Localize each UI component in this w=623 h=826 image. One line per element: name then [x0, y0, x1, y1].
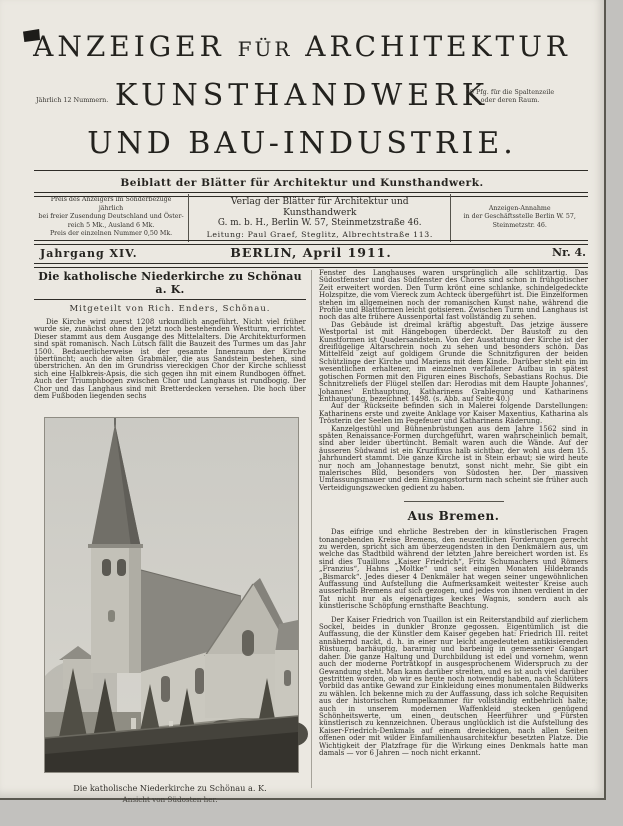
- journal-subtitle: Beiblatt der Blätter für Architektur und Kunsthandwerk.: [120, 177, 484, 189]
- title-word-anzeiger: ANZEIGER: [33, 30, 225, 63]
- bremen-headline: Aus Bremen.: [407, 509, 500, 524]
- tower-cornice: [88, 544, 143, 548]
- double-rule-bottom: [34, 263, 588, 268]
- ad-office-line: Steinmetzstr. 46.: [492, 221, 547, 229]
- publisher-line: Verlag der Blätter für Architektur und Kunsthandwerk: [230, 195, 409, 218]
- belfry-window: [102, 559, 111, 576]
- figure-caption-subtitle: Ansicht von Südosten her.: [122, 795, 218, 805]
- ad-price-note-line1: 50 Pfg. für die Spaltenzeile: [465, 88, 555, 96]
- nave-window: [161, 676, 170, 702]
- article-paragraph: Auf der Rückseite befinden sich in Malerei folgende Darstellungen: Katharinens erste und zweite Anklage vor Kaiser Maxentius, Katharina als Trösterin der Seelen im Fegefeuer und Katharinens Räderung.: [319, 402, 588, 426]
- price-line: bei freier Zusendung Deutschland und Öster-: [38, 213, 184, 221]
- issue-info-row: [34, 245, 588, 262]
- church-photo-figure: [44, 417, 297, 804]
- journal-title-line3: UND BAU-INDUSTRIE.: [87, 126, 517, 161]
- price-line: Preis des Anzeigers im Sonderbezuge jährlich: [50, 196, 172, 212]
- right-column: [319, 270, 588, 790]
- tower-wall-shade: [129, 548, 141, 673]
- subscription-price-box: [34, 194, 188, 240]
- figure-caption: [44, 783, 297, 804]
- article-paragraph: Der Kaiser Friedrich von Tuaillon ist ein Reiterstandbild auf zierlichem Sockel, beides in dunkler Bronze gegossen. Eigentümlich ist die Auffassung, die der Künstler dem Kaiser gegeben hat: Friedrich III. reitet annähernd nackt, d. h. in einer nur leicht angedeuteten antikisierenden Rüstung, barhäuptig, bararmig und barbeinig in gemessener Gangart daher. Die ganze Haltung und Durchbildung ist edel und vornehm, wenn auch der moderne Porträtkopf in ausgesprochenem Widerspruch zu der Gewandung steht. Man kann darüber streiten, und es ist auch viel darüber gestritten worden, ob wir es heute noch notwendig haben, nach Schlüters Vorbild das antike Gewand zur Einkleidung eines monumentalen Bildwerks zu wählen. Ich bekenne mich zu der Auffassung, dass ich solche Requisiten aus der historischen Rumpelkammer für vollständig entbehrlich halte; auch in unserem modernen Waffenkleid stecken genügend Schönheitswerte, um einen deutschen Heerführer und Fürsten künstlerisch zu kennzeichnen. Überaus unglücklich ist die Aufstellung des Kaiser-Friedrich-Denkmals auf einem dreieckigen, nach allen Seiten offenen oder mit wilder Einfamilienhausarchitektur besetzten Platze. Die Wichtigkeit der Platzfrage für die Wirkung eines Denkmals hatte man damals — vor 6 Jahren — noch nicht erkannt.: [319, 615, 588, 757]
- section-separator: [404, 501, 504, 502]
- article-headline: Die katholische Niederkirche zu Schönau a. K.: [34, 270, 306, 300]
- imprint-row: [34, 197, 588, 238]
- left-column: [34, 270, 306, 805]
- editor-line: Leitung: Paul Graef, Steglitz, Albrechtstraße 113.: [206, 229, 433, 239]
- masthead-rule: [34, 170, 588, 171]
- journal-title-line1: [0, 30, 604, 63]
- article-paragraph: Das Gebäude ist dreimal kräftig abgestuft. Das jetzige äussere Westportal ist mit Hängebogen überdeckt. Der Baustoff zu den Kunstformen ist Quadersandstein. Von der Ausstattung der Kirche ist der dreiflügelige Altarschrein noch zu sehen und besonders schön. Das Mittelfeld zeigt auf goldigem Grunde die Schnitzfiguren der beiden Schützlinge der Kirche und Mariens mit dem Kinde. Darüber steht ein im wesentlichen erhaltener, im einzelnen verfallener Aufbau in spätest gotischen Formen mit den Figuren eines Bischofs, Sebastians Rochus. Die Schnitzreliefs der Flügel stellen dar: Herodias mit dem Haupte Johannes', Johannes' Enthauptung, Katharinens Grablegung und Katharinens Enthauptung, bezeichnet 1498. (s. Abb. auf Seite 40.): [319, 320, 588, 403]
- volume-label: Jahrgang XIV.: [40, 247, 138, 260]
- annex-wall: [63, 659, 93, 689]
- issue-number-label: Nr. 4.: [552, 246, 586, 259]
- article-paragraph: Das eifrige und ehrliche Bestreben der in künstlerischen Fragen tonangebenden Kreise Bremens, den neuzeitlichen Forderungen gerecht zu werden, spricht sich am überzeugendsten in den Denkmälern aus, um welche das Stadtbild während der letzten Jahre bereichert worden ist. Es sind dies Tuaillons „Kaiser Friedrich“, Fritz Schumachers und Römers „Franzius“, Hahns „Moltke“ und seit einigen Monaten Hildebrands „Bismarck“. Jedes dieser 4 Denkmäler hat wegen seiner ungewöhnlichen Auffassung und Aufstellung die Aufmerksamkeit weitester Kreise auch ausserhalb Bremens auf sich gezogen, und jedes von ihnen verdient in der Tat nicht nur als eigenartiges keckes Wagnis, sondern auch als künstlerische Schöpfung ernsthafte Beachtung.: [319, 528, 588, 611]
- journal-title-line2: KUNSTHANDWERK: [114, 78, 490, 113]
- title-word-architektur: ARCHITEKTUR: [305, 30, 571, 63]
- column-divider: [311, 270, 312, 788]
- tower-window: [108, 610, 115, 622]
- church-photo: [44, 417, 299, 773]
- ad-office-line: Anzeigen-Annahme: [488, 204, 551, 212]
- article-paragraph: Fenster des Langhauses waren ursprünglich alle schlitzartig. Das Südostfenster und das Südfenster des Chores sind schon in frühgotischer Zeit erweitert worden. Den Turm krönt eine schlanke, schindelgedeckte Holzspitze, die vom Viereck zum Achteck übergeführt ist. Die Einzelformen stehen im allgemeinen noch der romanischen Kunst nahe, während die Profile und Blattformen leicht gotisieren. Zwischen Turm und Langhaus ist noch das alte frühere Aussenportal fast vollständig zu sehen.: [319, 269, 588, 322]
- price-line: Preis der einzelnen Nummer 0,50 Mk.: [49, 230, 173, 238]
- choir-window: [242, 630, 254, 656]
- article-paragraph: Die Kirche wird zuerst 1208 urkundlich angeführt. Nicht viel früher wurde sie, zunächst ohne den jetzt noch bestehenden Westturm, errichtet. Dieser stammt aus dem Ausgange des Mittelalters. Die Architekturformen sind spät romanisch. Nach Lutsch fällt die Bauzeit des Turmes um das Jahr 1500. Bedauerlicherweise ist der gesamte Innenraum der Kirche übertüncht; auch die alten Grabmäler, die aus Sandstein bestehen, sind überstrichen. An den im Grundriss viereckigen Chor der Kirche schliesst sich eine Halbkreis-Apsis, die sich gegen ihn mit einem Rundbogen öffnet. Auch der Triumphbogen zwischen Chor und Langhaus ist rundbogig. Der Chor und das Langhaus sind mit Bretterdecken versehen. Die hoch über dem Fußboden liegenden sechs: [34, 318, 306, 401]
- ad-office-box: [451, 203, 588, 232]
- gravestone: [131, 718, 136, 729]
- title-word-fur: FÜR: [237, 37, 293, 61]
- ad-office-line: in der Geschäftsstelle Berlin W. 57,: [463, 213, 576, 221]
- article-byline: Mitgeteilt von Rich. Enders, Schönau.: [69, 304, 271, 314]
- nave-window: [195, 668, 204, 694]
- price-line: reich 5 Mk., Ausland 6 Mk.: [67, 221, 155, 229]
- apse-window: [284, 670, 291, 686]
- place-date-label: BERLIN, April 1911.: [230, 245, 392, 260]
- article-paragraph: Kanzelgestühl und Bühnenbrüstungen aus dem Jahre 1562 sind in späten Renaissance-Formen durchgeführt, waren wahrscheinlich bemalt, sind aber leider übertüncht. Bemalt waren auch die Wände. Auf der äusseren Südwand ist ein Kruzifixus halb sichtbar, der wohl aus dem 15. Jahrhundert stammt. Die ganze Kirche ist in Stein erbaut; sie wird heute nur noch am Johannestage benutzt, sonst nicht mehr. Sie gibt ein malerisches Bild, besonders von Südosten her. Der massiven Umfassungsmauer und dem Eingangstorturm nach scheint sie früher auch Verteidigungszwecken gedient zu haben.: [319, 424, 588, 492]
- belfry-window: [117, 559, 126, 576]
- publisher-box: [188, 194, 451, 242]
- publisher-address: G. m. b. H., Berlin W. 57, Steinmetzstraße 46.: [217, 217, 422, 228]
- ad-price-note-line2: oder deren Raum.: [480, 96, 540, 104]
- figure-caption-title: Die katholische Niederkirche zu Schönau a. K.: [73, 783, 267, 794]
- issues-per-year-note: Jährlich 12 Nummern.: [36, 96, 109, 104]
- ad-price-note: [455, 88, 565, 104]
